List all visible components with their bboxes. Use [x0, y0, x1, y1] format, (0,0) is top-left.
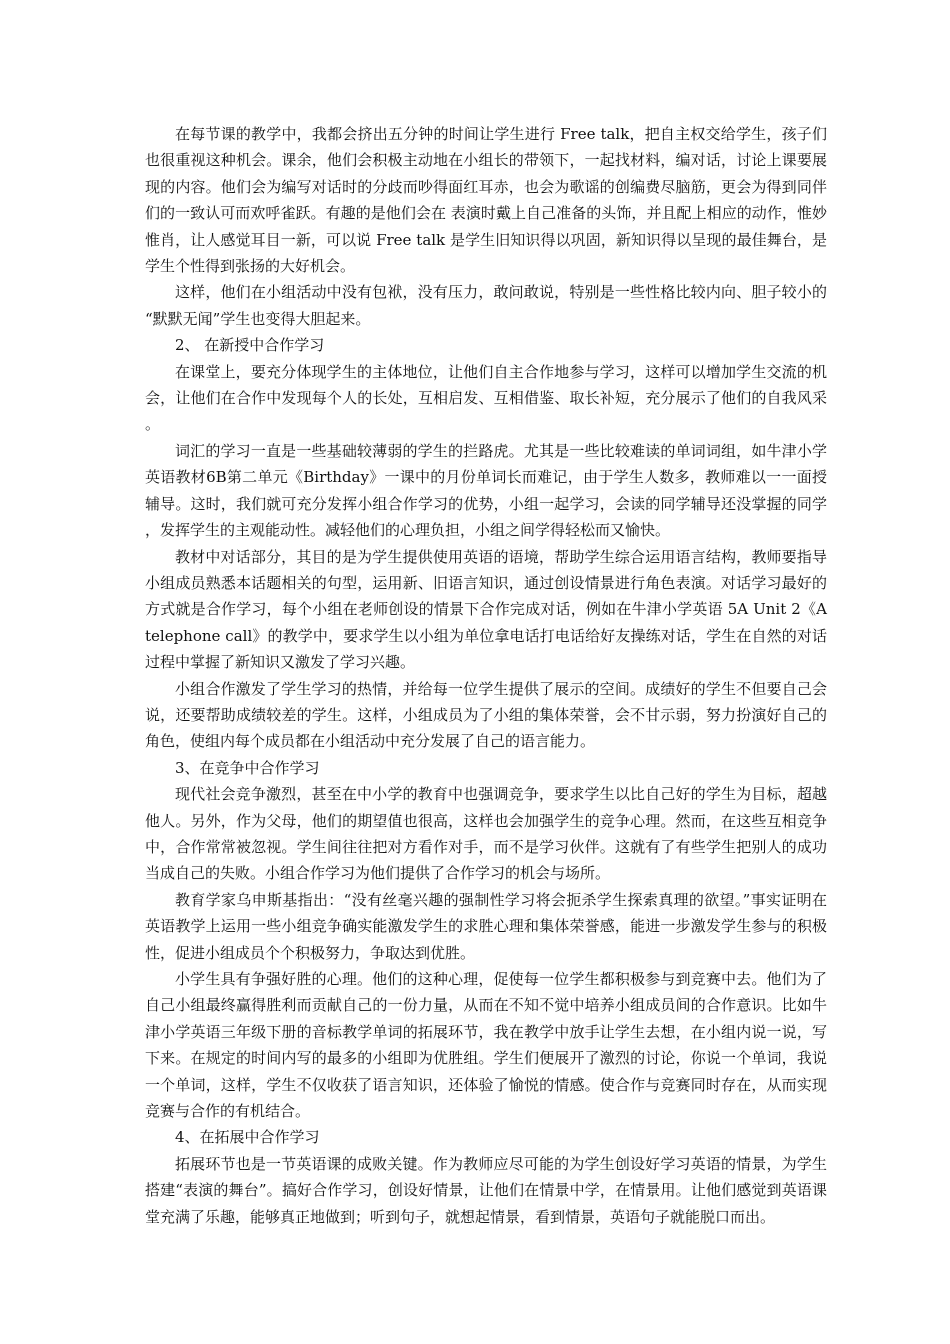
paragraph-free-talk: 在每节课的教学中，我都会挤出五分钟的时间让学生进行 Free talk，把自主权交给学生，孩子们也很重视这种机会。课余，他们会积极主动地在小组长的带领下，一起找材料，编对话，讨论上课要展现的内容。他们会为编写对话时的分歧而吵得面红耳赤，也会为歌谣的创编费尽脑筋，更会为得到同伴们的一致认可而欢呼雀跃。有趣的是他们会在 表演时戴上自己准备的头饰，并且配上相应的动作，惟妙惟肖，让人感觉耳目一新，可以说 Free talk 是学生旧知识得以巩固，新知识得以呈现的最佳舞台，是学生个性得到张扬的大好机会。 — [145, 125, 827, 276]
section-heading-4: 4、在拓展中合作学习 — [175, 1128, 320, 1147]
paragraph-vocabulary: 词汇的学习一直是一些基础较薄弱的学生的拦路虎。尤其是一些比较难读的单词词组，如牛津小学英语教材6B第二单元《Birthday》一课中的月份单词长而难记，由于学生人数多，教师难以一一面授辅导。这时，我们就可充分发挥小组合作学习的优势，小组一起学习，会读的同学辅导还没掌握的同学，发挥学生的主观能动性。减轻他们的心理负担，小组之间学得轻松而又愉快。 — [145, 441, 827, 540]
section-heading-3: 3、在竞争中合作学习 — [175, 758, 320, 777]
paragraph-competition-society: 现代社会竞争激烈，甚至在中小学的教育中也强调竞争，要求学生以比自己好的学生为目标，超越他人。另外，作为父母，他们的期望值也很高，这样也会加强学生的竞争心理。然而，在这些互相竞争中，合作常常被忽视。学生间往往把对方看作对手，而不是学习伙伴。这就有了有些学生把别人的成功当成自己的失败。小组合作学习为他们提供了合作学习的机会与场所。 — [145, 785, 827, 883]
paragraph-pupils-competitive: 小学生具有争强好胜的心理。他们的这种心理，促使每一位学生都积极参与到竞赛中去。他们为了自己小组最终赢得胜利而贡献自己的一份力量，从而在不知不觉中培养小组成员间的合作意识。比如牛津小学英语三年级下册的音标教学单词的拓展环节，我在教学中放手让学生去想，在小组内说一说，写下来。在规定的时间内写的最多的小组即为优胜组。学生们便展开了激烈的讨论，你说一个单词，我说一个单词，这样，学生不仅收获了语言知识，还体验了愉悦的情感。使合作与竞赛同时存在，从而实现竞赛与合作的有机结合。 — [145, 970, 827, 1121]
paragraph-extension: 拓展环节也是一节英语课的成败关键。作为教师应尽可能的为学生创设好学习英语的情景，为学生搭建“表演的舞台”。搞好合作学习，创设好情景，让他们在情景中学，在情景用。让他们感觉到英语课堂充满了乐趣，能够真正地做到；听到句子，就想起情景，看到情景，英语句子就能脱口而出。 — [145, 1154, 827, 1226]
paragraph-ushinsky-quote: 教育学家乌申斯基指出：“没有丝毫兴趣的强制性学习将会扼杀学生探索真理的欲望。”事实证明在英语教学上运用一些小组竞争确实能激发学生的求胜心理和集体荣誉感，能进一步激发学生参与的积极性，促进小组成员个个积极努力，争取达到优胜。 — [145, 890, 827, 962]
paragraph-group-confidence: 这样，他们在小组活动中没有包袱，没有压力，敢问敢说，特别是一些性格比较内向、胆子较小的“默默无闻”学生也变得大胆起来。 — [145, 283, 827, 328]
section-heading-2: 2、 在新授中合作学习 — [175, 336, 325, 355]
paragraph-group-enthusiasm: 小组合作激发了学生学习的热情，并给每一位学生提供了展示的空间。成绩好的学生不但要自己会说，还要帮助成绩较差的学生。这样，小组成员为了小组的集体荣誉，会不甘示弱，努力扮演好自己的角色，使组内每个成员都在小组活动中充分发展了自己的语言能力。 — [145, 679, 827, 751]
document-body — [145, 121, 827, 1230]
paragraph-classroom-subject: 在课堂上，要充分体现学生的主体地位，让他们自主合作地参与学习，这样可以增加学生交流的机会，让他们在合作中发现每个人的长处，互相启发、互相借鉴、取长补短，充分展示了他们的自我风采。 — [145, 362, 827, 434]
paragraph-dialogue: 教材中对话部分，其目的是为学生提供使用英语的语境，帮助学生综合运用语言结构，教师要指导小组成员熟悉本话题相关的句型，运用新、旧语言知识，通过创设情景进行角色表演。对话学习最好的方式就是合作学习，每个小组在老师创设的情景下合作完成对话，例如在牛津小学英语 5A Unit 2《A telephone call》的教学中，要求学生以小组为单位拿电话打电话给好友操练对话，学生在自然的对话过程中掌握了新知识又激发了学习兴趣。 — [145, 547, 827, 672]
